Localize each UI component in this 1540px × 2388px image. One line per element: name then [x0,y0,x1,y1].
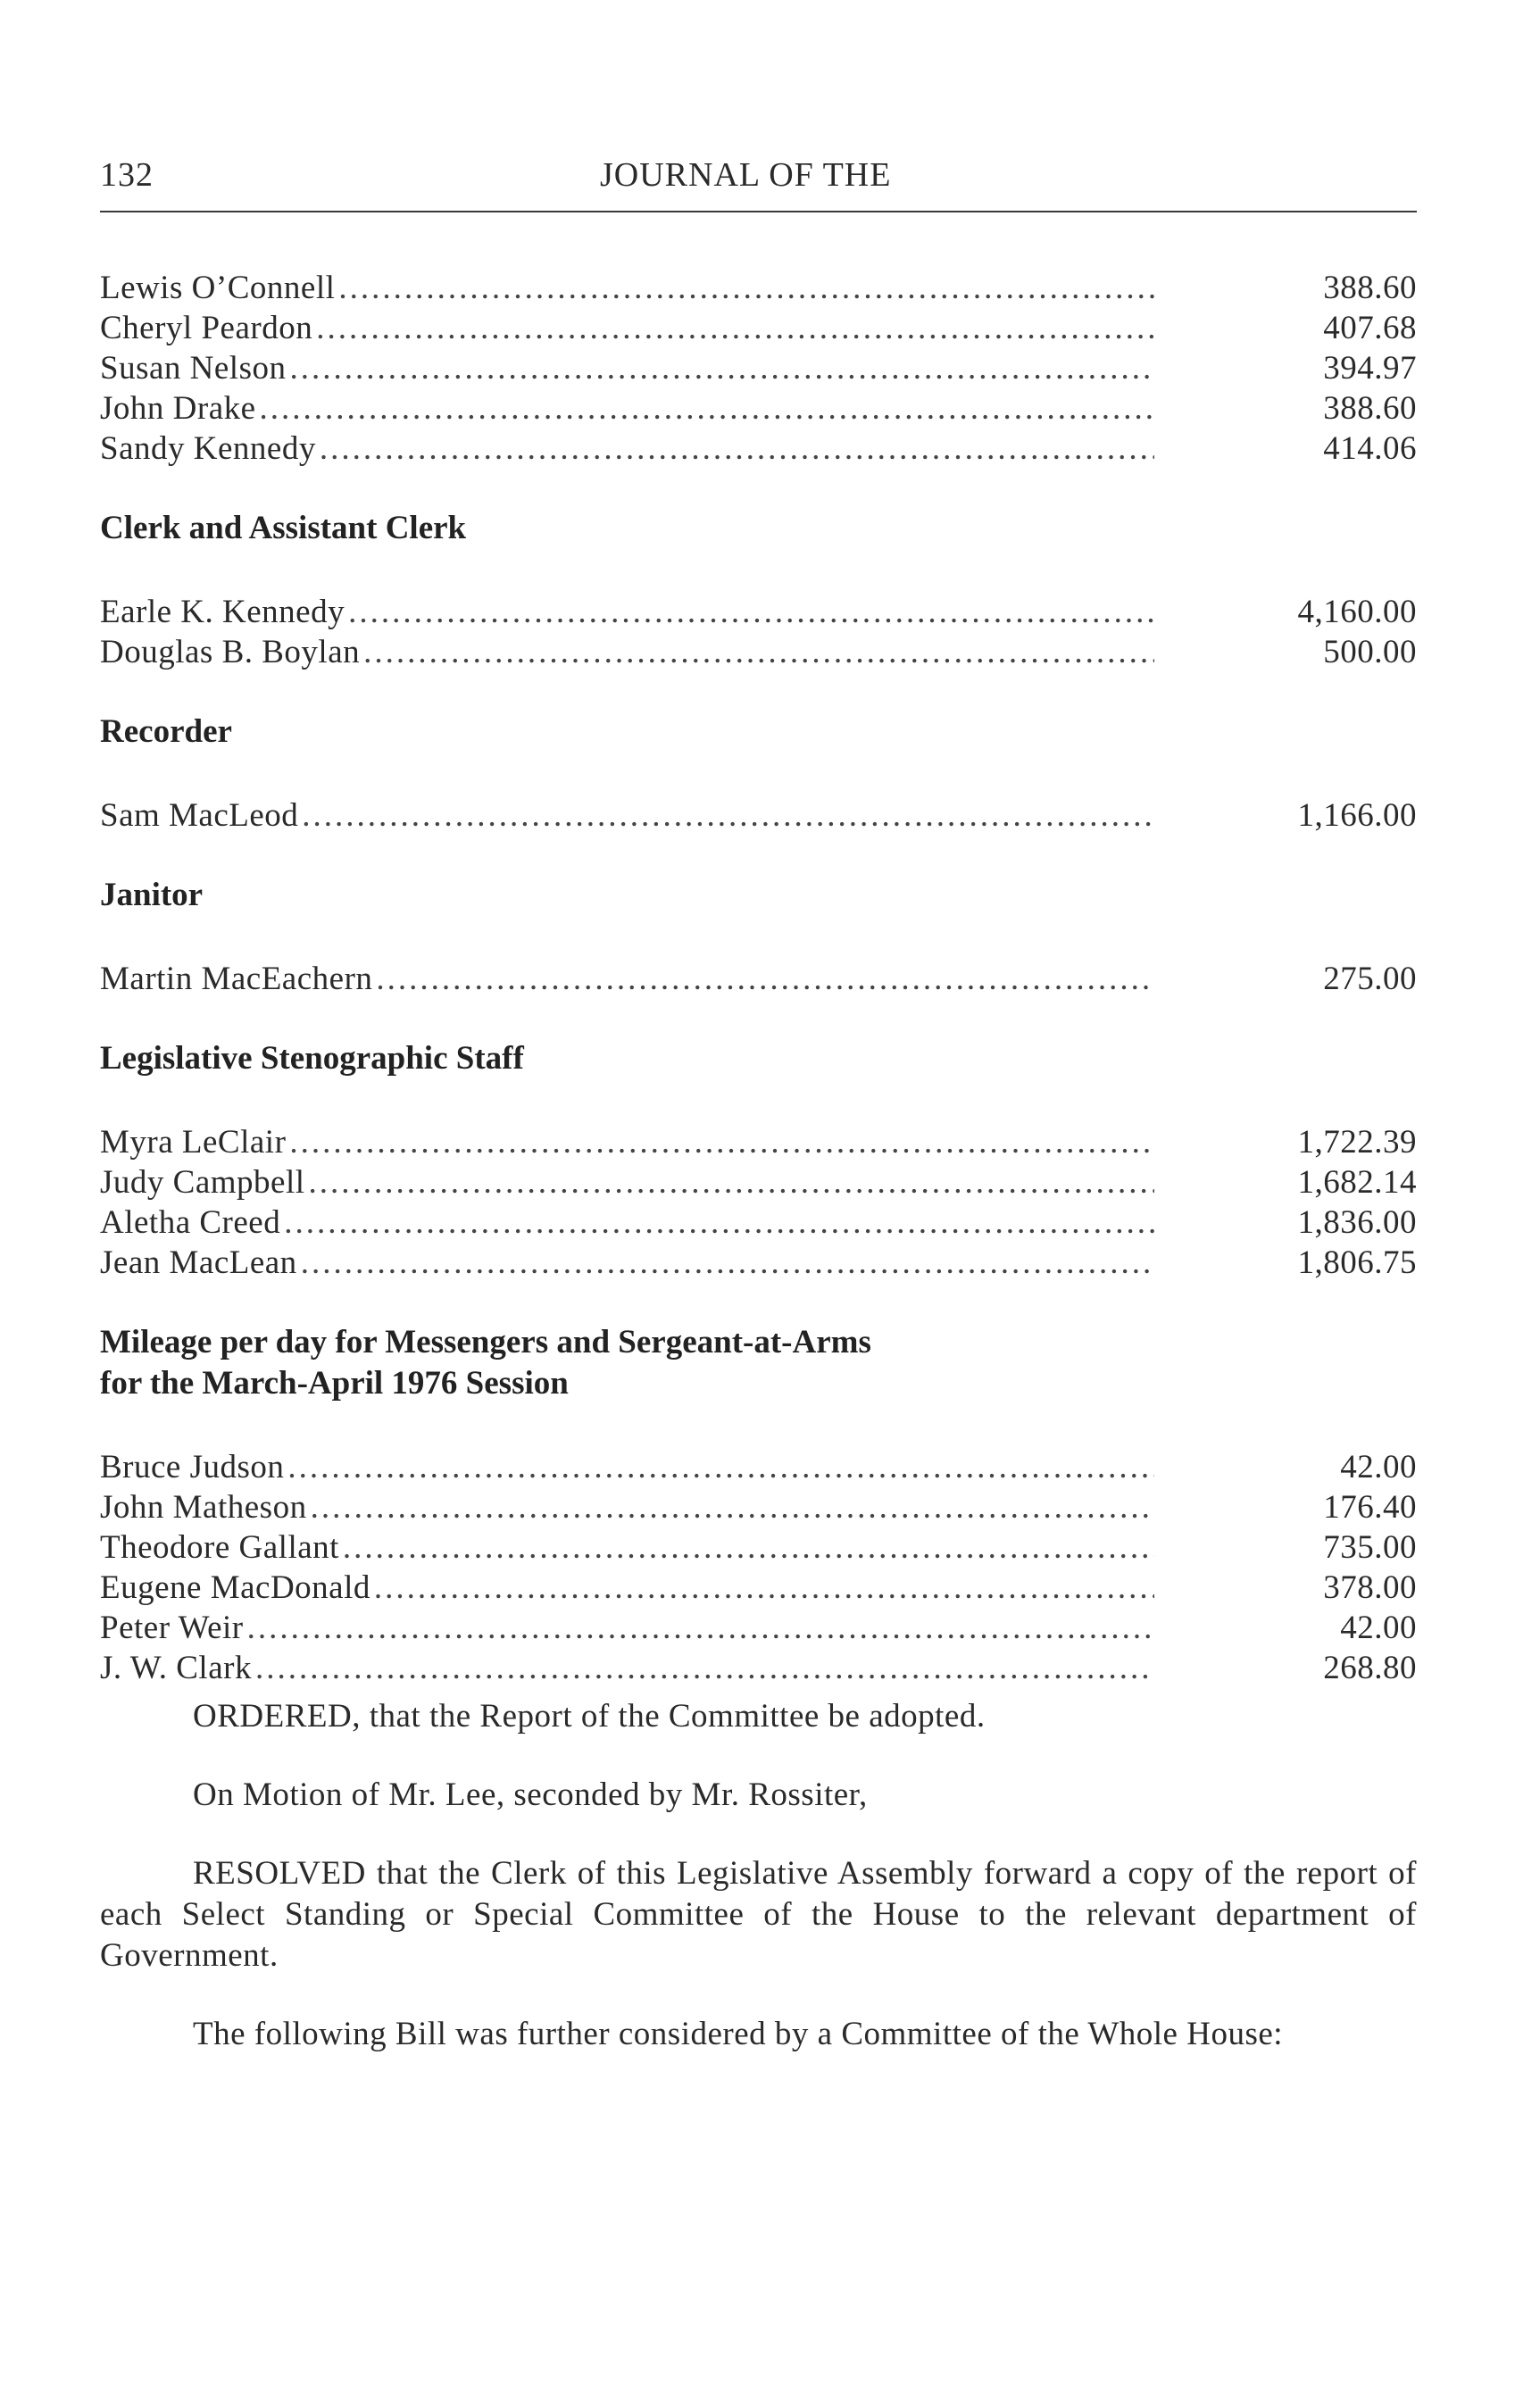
entry-name: Cheryl Peardon [100,310,313,346]
proceedings-text [100,1696,1417,2093]
payment-entry [100,1608,1417,1648]
payment-entry [100,1447,1417,1487]
entry-name: Eugene MacDonald [100,1569,370,1606]
payment-entry [100,1243,1417,1283]
dot-leader [320,429,1154,469]
section-heading: Janitor [100,877,204,913]
entry-amount: 414.06 [1323,430,1417,467]
payment-entry [100,1162,1417,1202]
dot-leader [302,795,1154,836]
section-continuation [100,268,1417,469]
payment-entry [100,795,1417,836]
entry-name: Myra LeClair [100,1124,287,1161]
payment-entry [100,388,1417,429]
entry-name: Judy Campbell [100,1164,305,1201]
entry-amount: 388.60 [1323,390,1417,427]
dot-leader [301,1243,1154,1283]
section-heading: Legislative Stenographic Staff [100,1040,524,1077]
motion-paragraph: On Motion of Mr. Lee, seconded by Mr. Rossiter, [193,1776,868,1813]
entry-amount: 1,166.00 [1297,797,1417,834]
entry-name: Earle K. Kennedy [100,594,345,630]
section-heading: Recorder [100,713,232,750]
dot-leader [289,1122,1154,1162]
payment-entry [100,1122,1417,1162]
resolved-paragraph: RESOLVED that the Clerk of this Legislative Assembly forward a copy of the report of each Select Standing or Special Committee of the House to the relevant department of Government. [100,1855,1417,1974]
dot-leader [287,1447,1154,1487]
dot-leader [343,1527,1154,1568]
entry-amount: 1,806.75 [1297,1244,1417,1281]
payment-entry [100,308,1417,348]
payment-entry [100,348,1417,388]
entry-amount: 1,836.00 [1297,1204,1417,1241]
payment-entry [100,959,1417,999]
dot-leader [255,1648,1154,1688]
entry-amount: 42.00 [1340,1449,1417,1485]
payment-entry [100,592,1417,632]
entry-amount: 1,722.39 [1297,1124,1417,1161]
section-heading [100,1322,1417,1404]
page-header [100,150,1417,204]
entry-name: Peter Weir [100,1610,244,1646]
payment-entry [100,1202,1417,1243]
payment-entry [100,268,1417,308]
entry-name: Douglas B. Boylan [100,634,361,670]
section-stenographic-staff [100,1038,1417,1283]
entry-amount: 394.97 [1323,350,1417,387]
dot-leader [284,1202,1154,1243]
dot-leader [260,388,1154,429]
entry-amount: 388.60 [1323,270,1417,306]
dot-leader [374,1568,1154,1608]
dot-leader [309,1162,1154,1202]
entry-amount: 275.00 [1323,961,1417,997]
payment-entry [100,1487,1417,1527]
entry-name: John Drake [100,390,256,427]
section-janitor [100,875,1417,999]
entry-amount: 500.00 [1323,634,1417,670]
entry-amount: 4,160.00 [1297,594,1417,630]
entry-amount: 42.00 [1340,1610,1417,1646]
section-mileage [100,1322,1417,1688]
dot-leader [247,1608,1154,1648]
section-recorder [100,711,1417,836]
dot-leader [363,632,1154,672]
entry-name: Susan Nelson [100,350,287,387]
entry-name: Sam MacLeod [100,797,299,834]
entry-name: J. W. Clark [100,1650,252,1686]
dot-leader [316,308,1154,348]
dot-leader [311,1487,1154,1527]
running-title: JOURNAL OF THE [600,156,892,194]
section-heading-line: Mileage per day for Messengers and Sergeant-at-Arms [100,1324,871,1360]
entry-name: John Matheson [100,1489,307,1526]
entry-name: Bruce Judson [100,1449,285,1485]
dot-leader [338,268,1154,308]
payment-entry [100,1527,1417,1568]
entry-name: Martin MacEachern [100,961,373,997]
entry-name: Aletha Creed [100,1204,281,1241]
section-clerk [100,508,1417,672]
entry-amount: 735.00 [1323,1529,1417,1566]
payment-entry [100,632,1417,672]
entry-amount: 176.40 [1323,1489,1417,1526]
payment-entry [100,429,1417,469]
entry-amount: 1,682.14 [1297,1164,1417,1201]
dot-leader [348,592,1154,632]
dot-leader [376,959,1154,999]
entry-name: Sandy Kennedy [100,430,316,467]
dot-leader [289,348,1154,388]
ordered-paragraph: ORDERED, that the Report of the Committee be adopted. [193,1698,986,1735]
section-heading-line: for the March-April 1976 Session [100,1365,569,1402]
payment-listing [100,268,1417,1688]
entry-name: Lewis O’Connell [100,270,336,306]
entry-amount: 268.80 [1323,1650,1417,1686]
section-heading: Clerk and Assistant Clerk [100,510,467,546]
payment-entry [100,1648,1417,1688]
header-rule [100,211,1417,212]
payment-entry [100,1568,1417,1608]
entry-name: Theodore Gallant [100,1529,339,1566]
entry-amount: 407.68 [1323,310,1417,346]
bill-paragraph: The following Bill was further considered by a Committee of the Whole House: [193,2016,1284,2052]
entry-amount: 378.00 [1323,1569,1417,1606]
page-number: 132 [100,156,154,194]
entry-name: Jean MacLean [100,1244,297,1281]
